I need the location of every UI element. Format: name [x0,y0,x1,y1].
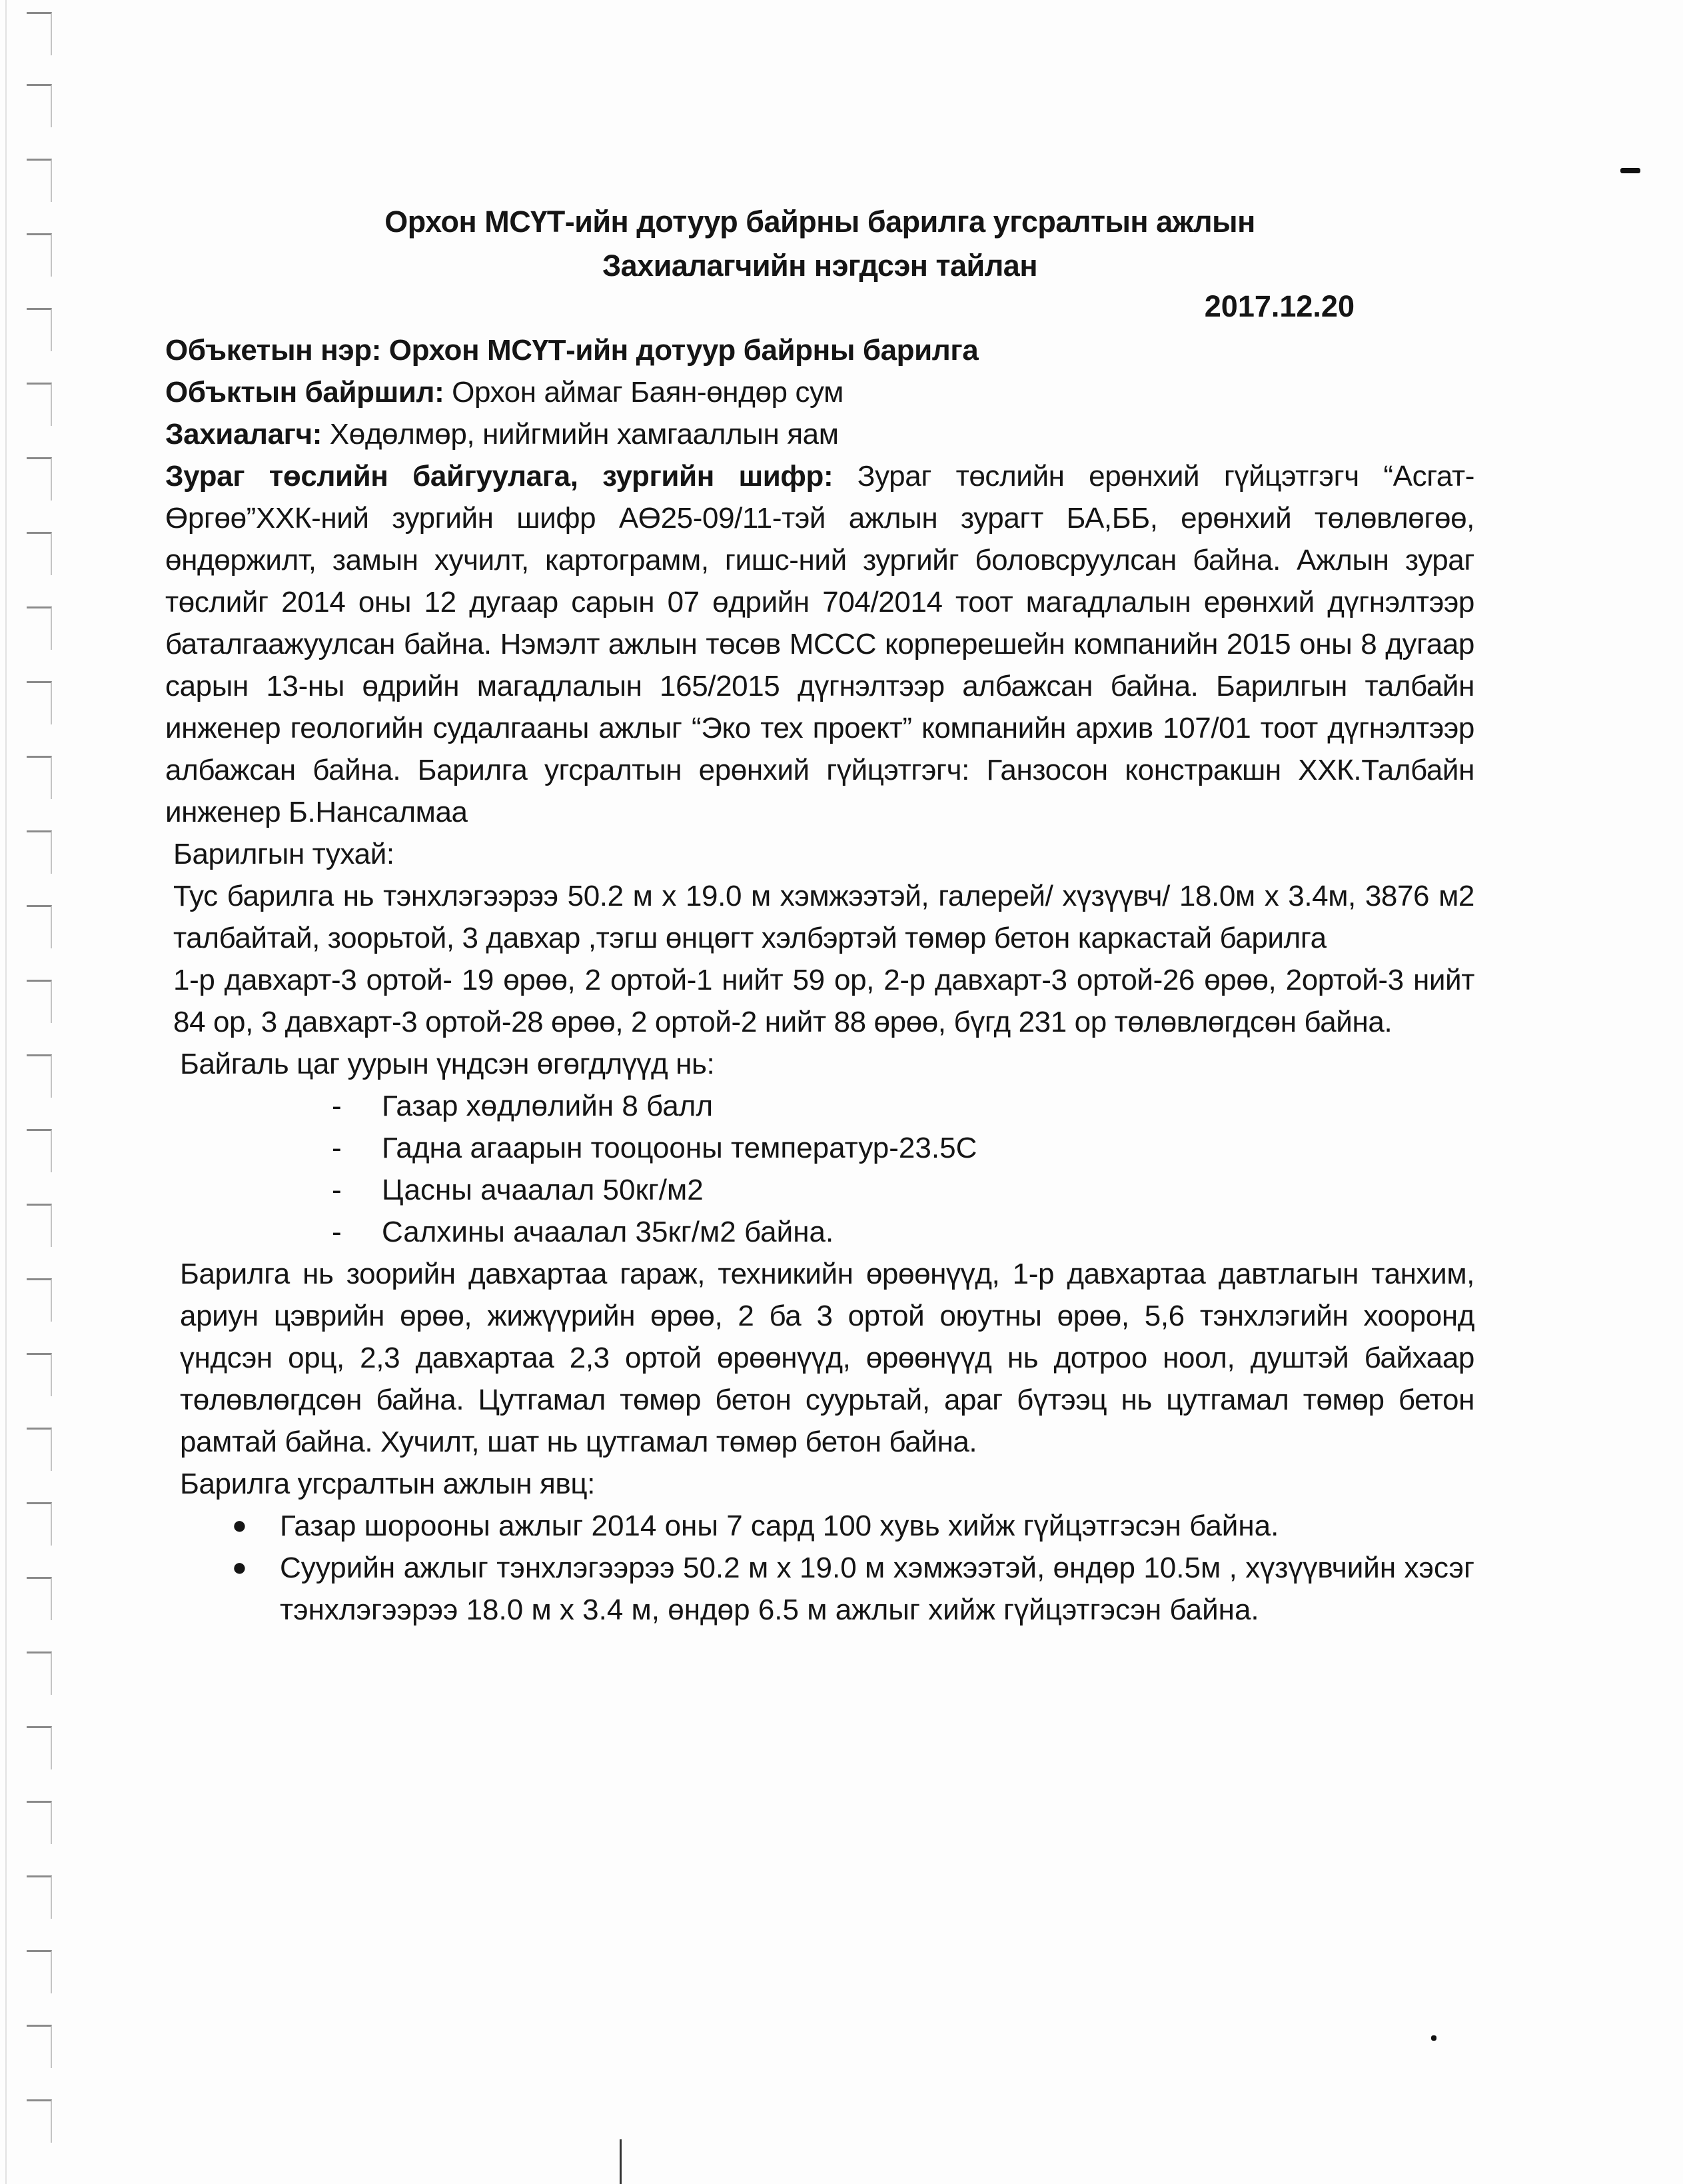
list-item [232,1547,1474,1631]
list-item-text: Гадна агаарын тооцооны температур-23.5С [382,1132,977,1164]
round-bullet-icon: ● [232,1554,247,1582]
binder-hole-mark [27,980,52,1023]
list-item-text: Газар шорооны ажлыг 2014 оны 7 сард 100 хувь хийж гүйцэтгэсэн байна. [280,1510,1279,1542]
binder-hole-mark [27,308,52,351]
scan-artifact-line [620,2139,622,2184]
binder-hole-mark [27,233,52,277]
list-item [332,1211,1474,1253]
binder-hole-mark [27,1502,52,1546]
binder-hole-mark [27,1204,52,1247]
binder-hole-mark [27,1577,52,1620]
climate-heading: Байгаль цаг уурын үндсэн өгөгдлүүд нь: [180,1048,715,1080]
building-heading: Барилгын тухай: [173,838,394,870]
binder-hole-mark [27,84,52,127]
binder-hole-mark [27,159,52,202]
binder-hole-mark [27,1428,52,1471]
binder-hole-mark [27,756,52,799]
binder-hole-mark [27,1054,52,1098]
scan-speck [1620,168,1640,173]
binder-hole-mark [27,457,52,501]
binder-hole-mark [27,1278,52,1322]
document-page [165,200,1474,1631]
list-item [332,1169,1474,1211]
list-item-text: Суурийн ажлыг тэнхлэгээрээ 50.2 м x 19.0 м хэмжээтэй, өндөр 10.5м , хүзүүвчийн хэсэг тэнхлэгээрээ 18.0 м x 3.4 м, өндөр 6.5 м ажлыг хийж гүйцэтгэсэн байна. [280,1552,1474,1626]
report-title-line1: Орхон МСҮТ-ийн дотуур байрны барилга угсралтын ажлын [384,205,1255,239]
object-name-label: Объкетын нэр: [165,334,389,367]
report-title-line2: Захиалагчийн нэгдсэн тайлан [602,249,1038,283]
building-description: Тус барилга нь тэнхлэгээрээ 50.2 м x 19.0 м хэмжээтэй, галерей/ хүзүүвч/ 18.0м x 3.4м, 3876 м2 талбайтай, зоорьтой, 3 давхар ,тэгш өнцөгт хэлбэртэй төмөр бетон каркастай барилга [173,880,1474,954]
binder-hole-mark [27,383,52,426]
dash-bullet-icon: - [332,1174,342,1206]
design-label: Зураг төслийн байгуулага, зургийн шифр: [165,460,857,493]
location-value: Орхон аймаг Баян-өндөр сум [452,376,844,409]
binder-hole-mark [27,905,52,948]
dash-bullet-icon: - [332,1216,342,1248]
field-design [165,455,1474,833]
list-item [332,1085,1474,1127]
list-item-text: Цасны ачаалал 50кг/м2 [382,1174,704,1206]
binder-hole-mark [27,1726,52,1769]
round-bullet-icon: ● [232,1512,247,1540]
dash-bullet-icon: - [332,1090,342,1122]
building-layout: Барилга нь зоорийн давхартаа гараж, техникийн өрөөнүүд, 1-р давхартаа давтлагын танхим, ариун цэврийн өрөө, жижүүрийн өрөө, 2 ба 3 ортой оюутны өрөө, 5,6 тэнхлэгийн хооронд үндсэн орц, 2,3 давхартаа 2,3 ортой өрөөнүүд, өрөөнүүд нь дотроо ноол, душтэй байхаар төлөвлөгдсөн байна. Цутгамал төмөр бетон суурьтай, араг бүтээц нь цутгамал төмөр бетон рамтай байна. Хучилт, шат нь цутгамал төмөр бетон байна. [180,1258,1474,1458]
binder-hole-mark [27,1801,52,1844]
binder-hole-mark [27,681,52,724]
scan-page-edge [5,0,7,2184]
client-label: Захиалагч: [165,418,330,451]
design-value: Зураг төслийн ерөнхий гүйцэтгэгч “Асгат-Өргөө”ХХК-ний зургийн шифр АӨ25-09/11-тэй ажлын зурагт БА,ББ, ерөнхий төлөвлөгөө, өндөржилт, замын хучилт, картограмм, гишс-ний зургийг боловсруулсан байна. Ажлын зураг төслийг 2014 оны 12 дугаар сарын 07 өдрийн 704/2014 тоот магадлалын ерөнхий дүгнэлтээр баталгаажуулсан байна. Нэмэлт ажлын төсөв МССС корперешейн компанийн 2015 оны 8 дугаар сарын 13-ны өдрийн магадлалын 165/2015 дүгнэлтээр албажсан байна. Барилгын талбайн инженер геологийн судалгааны ажлыг “Эко тех проект” компанийн архив 107/01 тоот дүгнэлтээр албажсан байна. Барилга угсралтын ерөнхий гүйцэтгэгч: Ганзосон констракшн ХХК.Талбайн инженер Б.Нансалмаа [165,460,1474,828]
climate-list [165,1085,1474,1253]
binder-hole-mark [27,1950,52,1993]
binder-hole-mark [27,1129,52,1172]
field-location [165,371,1474,413]
list-item [232,1505,1474,1547]
binder-hole-mark [27,1875,52,1919]
field-object-name [165,329,1474,371]
binder-hole-mark [27,1353,52,1396]
progress-list [165,1505,1474,1631]
client-value: Хөдөлмөр, нийгмийн хамгааллын яам [329,418,839,451]
report-date: 2017.12.20 [1204,289,1355,323]
scan-speck [1431,2035,1436,2041]
list-item [332,1127,1474,1169]
binder-hole-mark [27,830,52,874]
location-label: Объктын байршил: [165,376,452,409]
dash-bullet-icon: - [332,1132,342,1164]
building-rooms: 1-р давхарт-3 ортой- 19 өрөө, 2 ортой-1 нийт 59 ор, 2-р давхарт-3 ортой-26 өрөө, 2ортой-3 нийт 84 ор, 3 давхарт-3 ортой-28 өрөө, 2 ортой-2 нийт 88 өрөө, бүгд 231 ор төлөвлөгдсөн байна. [173,964,1474,1038]
binder-hole-mark [27,1651,52,1695]
binder-hole-mark [27,532,52,575]
binder-hole-mark [27,606,52,650]
binder-hole-mark [27,12,52,55]
progress-heading: Барилга угсралтын ажлын явц: [180,1468,595,1500]
binder-hole-mark [27,2025,52,2068]
object-name-value: Орхон МСҮТ-ийн дотуур байрны барилга [388,334,979,367]
binder-hole-mark [27,2099,52,2143]
list-item-text: Газар хөдлөлийн 8 балл [382,1090,714,1122]
list-item-text: Салхины ачаалал 35кг/м2 байна. [382,1216,834,1248]
field-client [165,413,1474,455]
